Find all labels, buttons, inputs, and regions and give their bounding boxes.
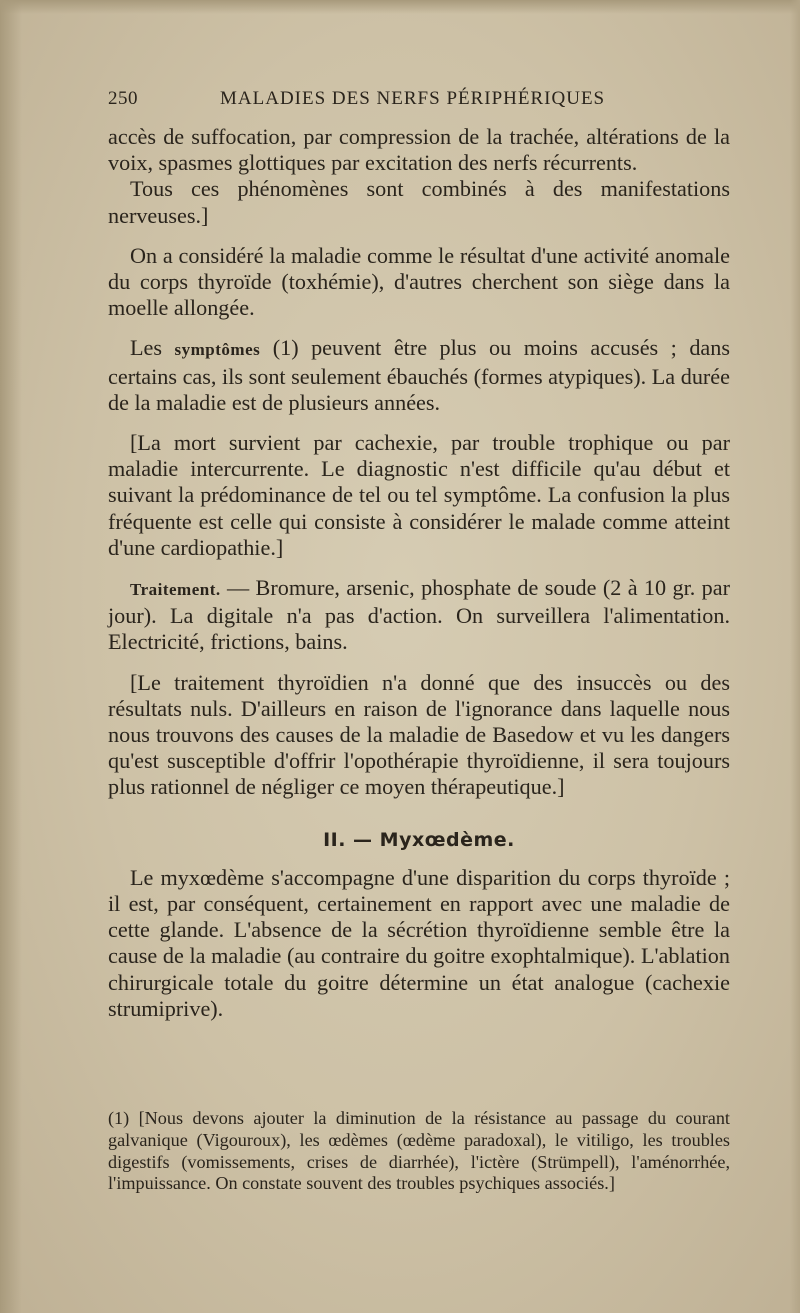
treatment-text: — Bromure, arsenic, phosphate de soude (2 à 10 gr. par jour). La digitale n'a pas d'action. On surveillera l'alimentation. Electricité, frictions, bains.: [108, 575, 730, 655]
paragraph-symptoms: [108, 335, 730, 416]
page-shadow-right: [790, 0, 800, 1313]
symptoms-lead: Les: [130, 335, 175, 361]
paragraph-prognosis: [La mort survient par cachexie, par trouble trophique ou par maladie intercurrente. Le diagnostic n'est difficile qu'au début et suivant la prédominance de tel ou tel symptôme. La confusion la plus fréquente est celle qui consiste à considérer le malade comme atteint d'une cardiopathie.]: [108, 430, 730, 560]
paragraph-treatment: [108, 575, 730, 656]
paragraph-myxedema: Le myxœdème s'accompagne d'une disparition du corps thyroïde ; il est, par conséquent, certainement en rapport avec une maladie de cette glande. L'absence de la sécrétion thyroïdienne semble être la cause de la maladie (au contraire du goitre exophtalmique). L'ablation chirurgicale totale du goitre détermine un état analogue (cachexie strumiprive).: [108, 864, 730, 1021]
paragraph-thyroid-treatment: [Le traitement thyroïdien n'a donné que des insuccès ou des résultats nuls. D'ailleurs en raison de l'ignorance dans laquelle nous nous trouvons des causes de la maladie de Basedow et vu les dangers qu'est susceptible d'offrir l'opothérapie thyroïdienne, il sera toujours plus rationnel de négliger ce moyen thérapeutique.]: [108, 669, 730, 800]
section-heading: II. — Myxœdème.: [323, 828, 515, 851]
page-shadow-top: [0, 0, 800, 14]
paragraph-pathogenesis: On a considéré la maladie comme le résultat d'une activité anomale du corps thyroïde (toxhémie), d'autres cherchent son siège dans la moelle allongée.: [108, 242, 730, 321]
running-header: [108, 88, 730, 118]
page-number: 250: [108, 88, 138, 109]
symptoms-text: (1) peuvent être plus ou moins accusés ; dans certains cas, ils sont seulement ébauchés (formes atypiques). La durée de la maladie est de plusieurs années.: [108, 335, 730, 415]
main-text: [108, 124, 730, 1022]
footnote-text: (1) [Nous devons ajouter la diminution de la résistance au passage du courant galvanique (Vigouroux), les œdèmes (œdème paradoxal), le vitiligo, les troubles digestifs (vomissements, crises de diarrhée), l'ictère (Strümpell), l'aménorrhée, l'impuissance. On constate souvent des troubles psychiques associés.]: [108, 1108, 730, 1194]
symptoms-term: symptômes: [174, 340, 261, 360]
paragraph-continuation: accès de suffocation, par compression de la trachée, altérations de la voix, spasmes glottiques par excitation des nerfs récurrents.: [108, 124, 730, 176]
page-shadow-left: [0, 0, 22, 1313]
footnote: [108, 1108, 730, 1195]
treatment-term: Traitement.: [130, 580, 221, 600]
paragraph-nervous-manifestations: Tous ces phénomènes sont combinés à des manifestations nerveuses.]: [108, 176, 730, 228]
running-title: MALADIES DES NERFS PÉRIPHÉRIQUES: [220, 88, 606, 109]
